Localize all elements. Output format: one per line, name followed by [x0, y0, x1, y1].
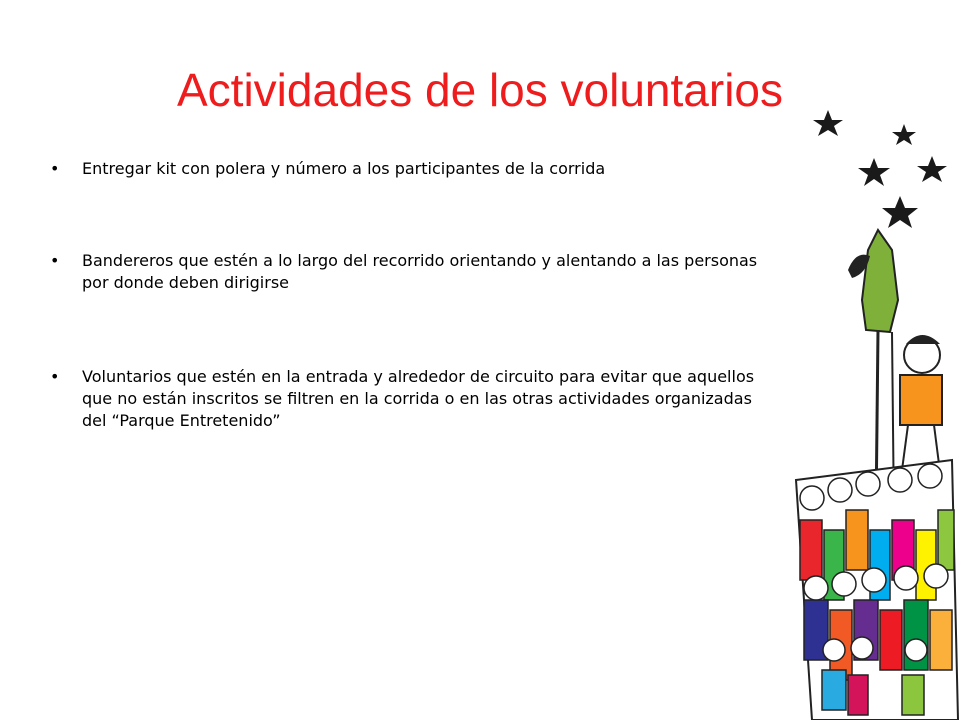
bullet-text: Voluntarios que estén en la entrada y alrededor de circuito para evitar que aquellos que no están inscritos se filtren en la corrida o en las otras actividades organizadas del “Parque Entretenido” [82, 367, 755, 430]
bullet-dot: • [50, 159, 60, 178]
children-tower-illustration [782, 100, 960, 720]
bullet-text: Entregar kit con polera y número a los participantes de la corrida [82, 159, 606, 178]
slide-title: Actividades de los voluntarios [177, 64, 783, 116]
bullet-item [50, 366, 770, 432]
stars-decoration [813, 110, 947, 228]
bullet-text: Bandereros que estén a lo largo del recorrido orientando y alentando a las personas por donde deben dirigirse [82, 251, 758, 292]
bullet-dot: • [50, 251, 60, 270]
bullet-item [50, 250, 770, 294]
bullet-dot: • [50, 367, 60, 386]
bullet-item [50, 158, 770, 180]
